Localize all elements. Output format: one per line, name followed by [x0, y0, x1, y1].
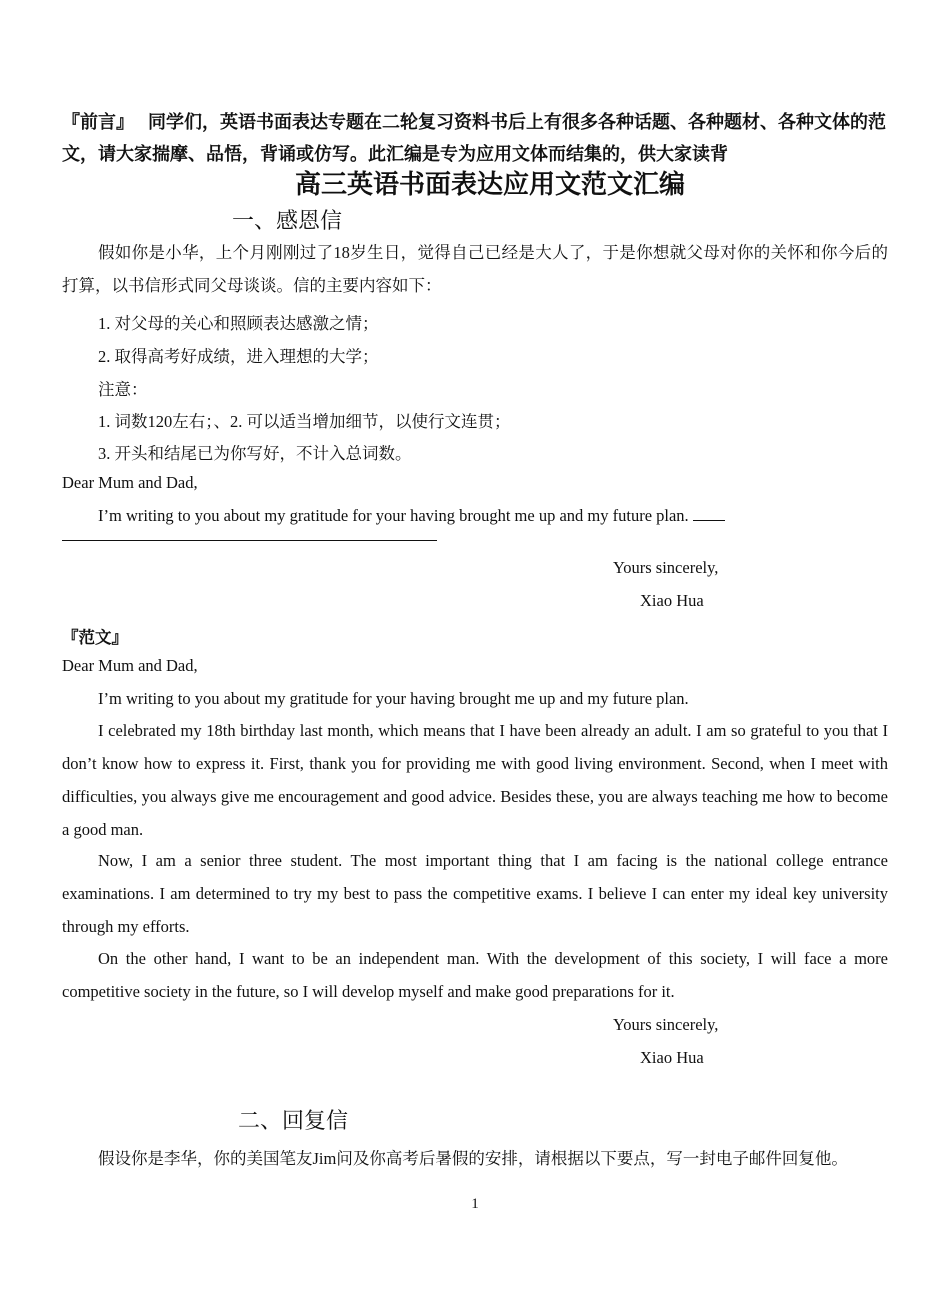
- letter-closing: Yours sincerely,: [613, 558, 719, 577]
- model-paragraph-1: I’m writing to you about my gratitude for your having brought me up and my future plan.: [98, 689, 689, 708]
- letter-signature: Xiao Hua: [640, 591, 704, 610]
- model-essay-label: 『范文』: [62, 628, 128, 647]
- note-2: 3. 开头和结尾已为你写好，不计入总词数。: [98, 444, 412, 463]
- model-signature: Xiao Hua: [640, 1048, 704, 1067]
- prompt-item-1: 1. 对父母的关心和照顾表达感激之情；: [98, 314, 379, 333]
- note-1: 1. 词数120左右；、2. 可以适当增加细节，以使行文连贯；: [98, 412, 511, 431]
- answer-line: [62, 540, 437, 541]
- section2-prompt: 假设你是李华，你的美国笔友Jim问及你高考后暑假的安排，请根据以下要点，写一封电子邮件回复他。: [98, 1149, 848, 1168]
- note-label: 注意：: [98, 380, 148, 399]
- section2-heading: 二、回复信: [238, 1109, 349, 1134]
- model-salutation: Dear Mum and Dad,: [62, 656, 198, 675]
- section1-heading: 一、感恩信: [232, 209, 343, 234]
- page-number: 1: [471, 1196, 479, 1212]
- prompt-item-2: 2. 取得高考好成绩，进入理想的大学；: [98, 347, 379, 366]
- model-paragraph-2: I celebrated my 18th birthday last month, which means that I have been already an adult. I am so grateful to you that I don’t know how to express it. First, thank you for providing me with good living environment. Second, when I meet with difficulties, you always give me encouragement and good advice. Besides these, you are always teaching me how to become a good man.: [62, 721, 888, 839]
- model-paragraph-3: Now, I am a senior three student. The most important thing that I am facing is the national college entrance examinations. I am determined to try my best to pass the competitive exams. I believe I can enter my ideal key university through my efforts.: [62, 851, 888, 936]
- section1-prompt: 假如你是小华，上个月刚刚过了18岁生日，觉得自己已经是大人了，于是你想就父母对你的关怀和你今后的打算，以书信形式同父母谈谈。信的主要内容如下：: [62, 243, 888, 295]
- answer-blank: [693, 506, 725, 521]
- preface: [62, 107, 892, 171]
- document-title: 高三英语书面表达应用文范文汇编: [294, 170, 685, 200]
- letter-salutation: Dear Mum and Dad,: [62, 473, 198, 492]
- preface-text: 同学们，英语书面表达专题在二轮复习资料书后上有很多各种话题、各种题材、各种文体的范文，请大家揣摩、品悟，背诵或仿写。此汇编是专为应用文体而结集的，供大家读背: [62, 112, 886, 165]
- letter-opening-text: I’m writing to you about my gratitude for your having brought me up and my future plan.: [98, 506, 689, 525]
- letter-opening: [98, 506, 725, 526]
- model-closing: Yours sincerely,: [613, 1015, 719, 1034]
- model-paragraph-4: On the other hand, I want to be an independent man. With the development of this society, I will face a more competitive society in the future, so I will develop myself and make good preparations for it.: [62, 949, 888, 1001]
- preface-tag: 『前言』: [62, 112, 134, 133]
